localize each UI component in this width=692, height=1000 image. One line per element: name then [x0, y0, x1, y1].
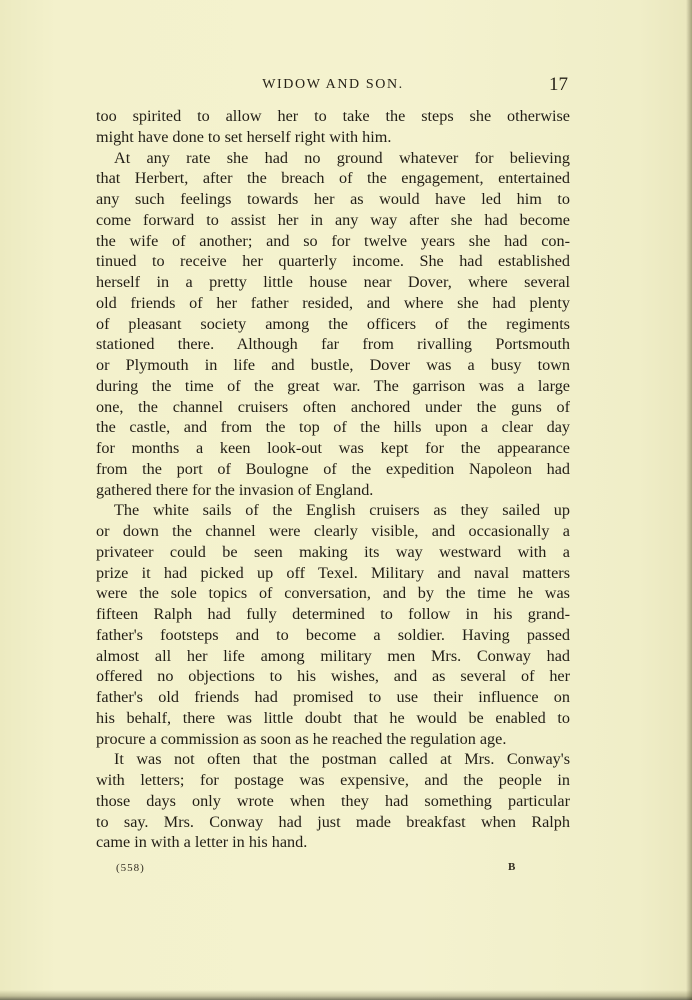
text-line: one, the channel cruisers often anchored under the guns of: [96, 397, 570, 416]
text-line: fifteen Ralph had fully determined to follow in his grand-: [96, 605, 570, 623]
page-number: 17: [549, 74, 568, 95]
signature-number: (558): [116, 862, 145, 874]
running-title: WIDOW AND SON.: [262, 77, 404, 92]
text-line: It was not often that the postman called at Mrs. Conway's: [114, 750, 570, 769]
text-line: to say. Mrs. Conway had just made breakfast when Ralph: [96, 812, 570, 831]
text-line: that Herbert, after the breach of the engagement, entertained: [96, 169, 570, 188]
text-line: offered no objections to his wishes, and as several of her: [96, 667, 570, 686]
text-line: or down the channel were clearly visible, and occasionally a: [96, 522, 570, 540]
text-line: the wife of another; and so for twelve years she had con-: [96, 231, 570, 250]
text-line: were the sole topics of conversation, and by the time he was: [96, 584, 570, 603]
text-line: prize it had picked up off Texel. Military and naval matters: [96, 563, 570, 582]
text-line: of pleasant society among the officers of the regiments: [96, 314, 570, 333]
text-line: his behalf, there was little doubt that he would be enabled to: [96, 708, 570, 727]
text-line: herself in a pretty little house near Dover, where several: [96, 273, 570, 291]
text-line: during the time of the great war. The garrison was a large: [96, 376, 570, 395]
text-line: for months a keen look-out was kept for the appearance: [96, 439, 570, 457]
page-footer: [96, 862, 570, 882]
text-line: from the port of Boulogne of the expedition Napoleon had: [96, 459, 570, 478]
text-line: gathered there for the invasion of England.: [96, 480, 374, 499]
text-line: privateer could be seen making its way westward with a: [96, 542, 570, 561]
text-line: came in with a letter in his hand.: [96, 833, 308, 852]
text-line: the castle, and from the top of the hills upon a clear day: [96, 418, 570, 437]
page-edge-shadow: [686, 0, 692, 1000]
text-line: tinued to receive her quarterly income. She had established: [96, 252, 570, 271]
text-line: with letters; for postage was expensive, and the people in: [96, 771, 570, 789]
text-line: or Plymouth in life and bustle, Dover was a busy town: [96, 356, 570, 374]
text-line: too spirited to allow her to take the steps she otherwise: [96, 107, 570, 125]
text-line: stationed there. Although far from rivalling Portsmouth: [96, 335, 570, 354]
text-line: might have done to set herself right with him.: [96, 127, 392, 146]
text-line: The white sails of the English cruisers as they sailed up: [114, 501, 570, 520]
text-line: father's footsteps and to become a soldier. Having passed: [96, 625, 570, 644]
text-line: old friends of her father resided, and where she had plenty: [96, 293, 570, 312]
text-line: those days only wrote when they had something particular: [96, 791, 570, 810]
signature-letter: B: [508, 861, 516, 873]
text-line: come forward to assist her in any way after she had become: [96, 210, 570, 229]
text-line: procure a commission as soon as he reached the regulation age.: [96, 729, 507, 748]
text-line: father's old friends had promised to use their influence on: [96, 688, 570, 706]
text-line: any such feelings towards her as would have led him to: [96, 190, 570, 208]
text-line: At any rate she had no ground whatever for believing: [114, 148, 570, 167]
page-header: [96, 74, 570, 98]
page-bottom-shadow: [0, 990, 692, 1000]
text-line: almost all her life among military men Mrs. Conway had: [96, 646, 570, 665]
body-text: [96, 106, 570, 853]
